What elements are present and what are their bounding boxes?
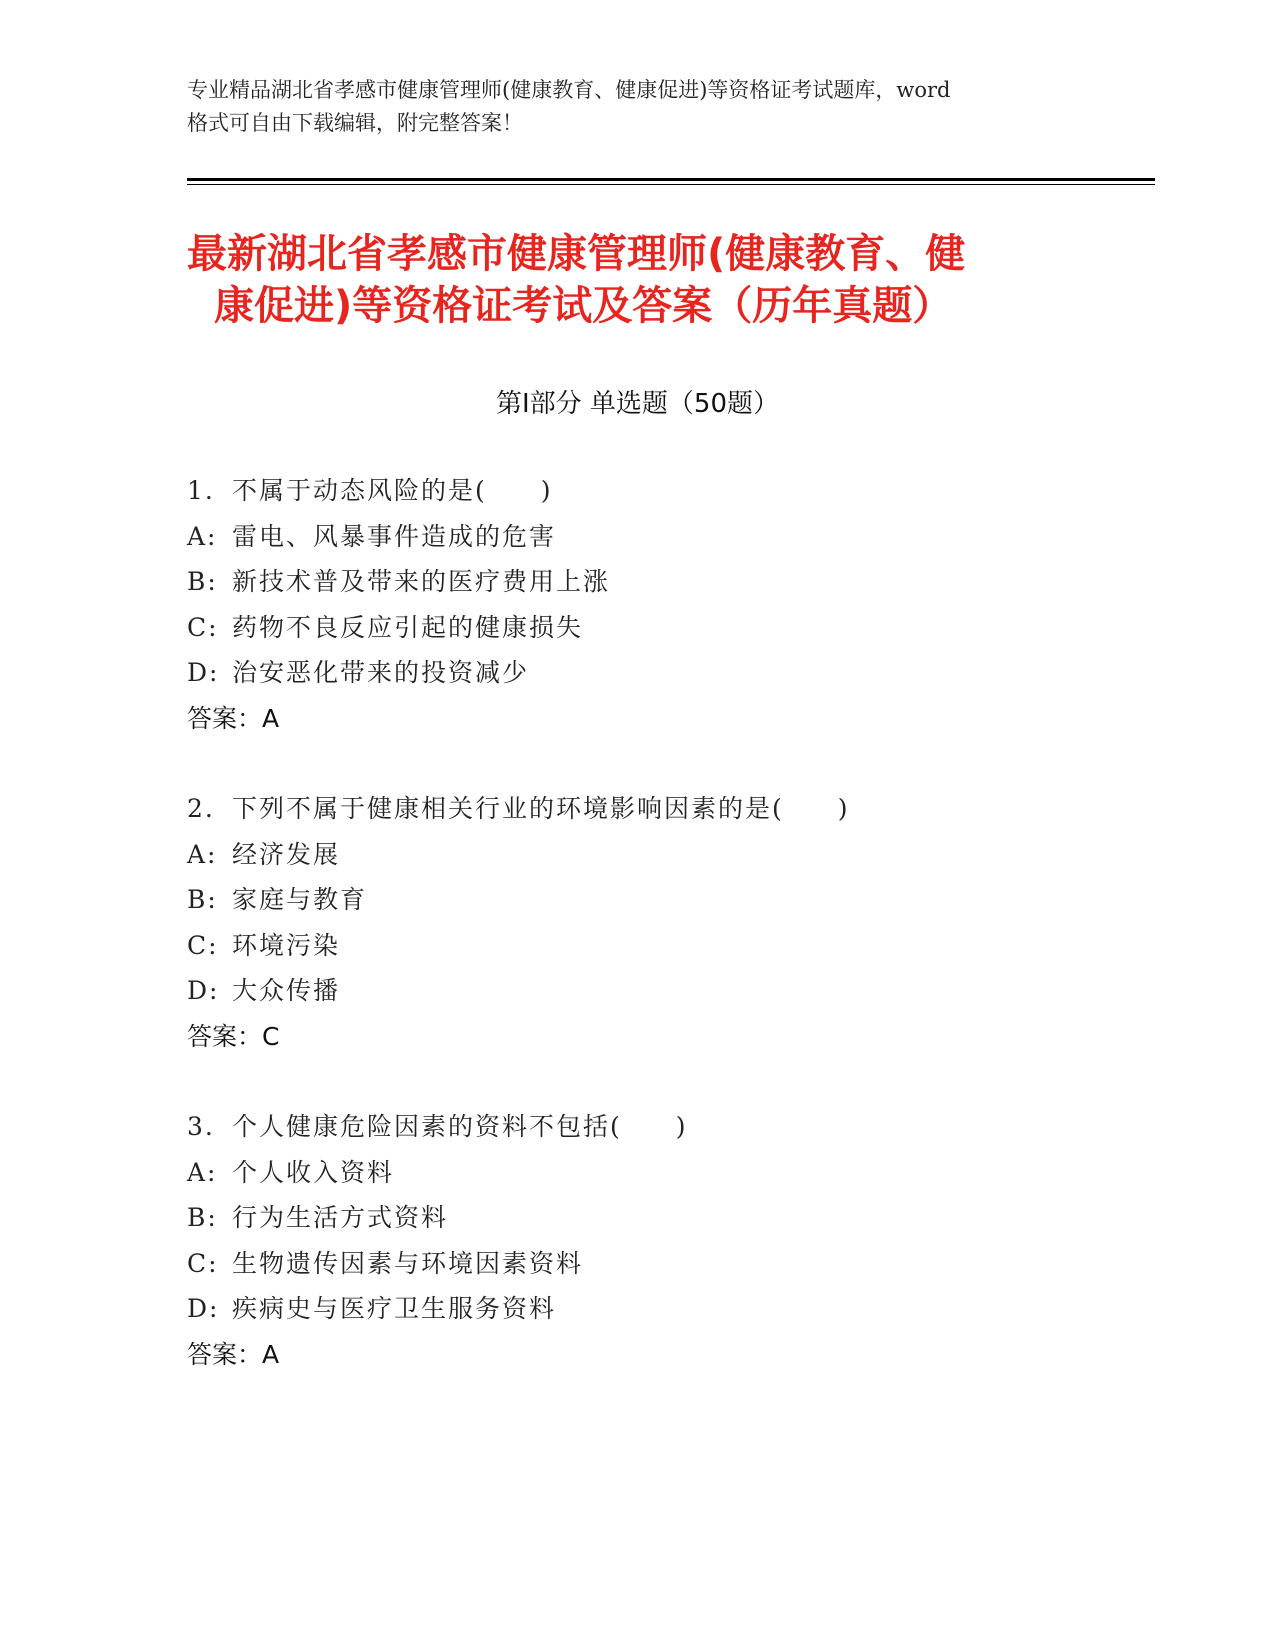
option-key: B: bbox=[187, 567, 218, 597]
option-b bbox=[187, 877, 1147, 923]
header-divider-thick bbox=[187, 178, 1155, 181]
question-stem bbox=[187, 1104, 1147, 1150]
header-line-2: 格式可自由下载编辑，附完整答案！ bbox=[187, 111, 523, 135]
option-key: B: bbox=[187, 1203, 218, 1233]
question-number: 3. bbox=[187, 1112, 215, 1141]
option-c bbox=[187, 605, 1147, 651]
question-text: 个人健康危险因素的资料不包括( ) bbox=[232, 1112, 688, 1141]
document-header-note bbox=[187, 74, 1087, 140]
header-divider-thin bbox=[187, 184, 1155, 185]
answer-line: 答案：C bbox=[187, 1021, 280, 1051]
question-text: 不属于动态风险的是( ) bbox=[232, 476, 553, 505]
question-3 bbox=[187, 1104, 1147, 1378]
option-text: 家庭与教育 bbox=[232, 885, 368, 915]
question-stem bbox=[187, 786, 1147, 832]
option-key: A: bbox=[187, 839, 218, 869]
option-text: 雷电、风暴事件造成的危害 bbox=[232, 521, 557, 551]
option-key: A: bbox=[187, 521, 218, 551]
option-text: 疾病史与医疗卫生服务资料 bbox=[232, 1294, 557, 1324]
question-stem bbox=[187, 468, 1147, 514]
answer-line: 答案：A bbox=[187, 1339, 280, 1369]
option-text: 药物不良反应引起的健康损失 bbox=[232, 612, 584, 642]
question-number: 1. bbox=[187, 476, 215, 505]
option-b bbox=[187, 559, 1147, 605]
option-a bbox=[187, 514, 1147, 560]
option-c bbox=[187, 923, 1147, 969]
answer-line: 答案：A bbox=[187, 703, 280, 733]
option-key: B: bbox=[187, 885, 218, 915]
option-text: 环境污染 bbox=[232, 930, 341, 960]
option-d bbox=[187, 650, 1147, 696]
option-d bbox=[187, 1286, 1147, 1332]
section-heading: 第Ⅰ部分 单选题（50题） bbox=[495, 389, 780, 419]
option-text: 行为生活方式资料 bbox=[232, 1203, 449, 1233]
title-line-1: 最新湖北省孝感市健康管理师(健康教育、健 bbox=[187, 231, 966, 277]
option-a bbox=[187, 1150, 1147, 1196]
title-line-2: 康促进)等资格证考试及答案（历年真题） bbox=[214, 283, 953, 329]
header-line-1: 专业精品湖北省孝感市健康管理师(健康教育、健康促进)等资格证考试题库，word bbox=[187, 78, 951, 102]
option-text: 治安恶化带来的投资减少 bbox=[232, 658, 530, 688]
option-d bbox=[187, 968, 1147, 1014]
option-b bbox=[187, 1195, 1147, 1241]
question-2 bbox=[187, 786, 1147, 1060]
option-key: D: bbox=[187, 658, 220, 688]
option-key: D: bbox=[187, 976, 220, 1006]
document-title bbox=[187, 228, 1087, 332]
question-number: 2. bbox=[187, 794, 215, 823]
question-text: 下列不属于健康相关行业的环境影响因素的是( ) bbox=[232, 794, 850, 823]
option-key: C: bbox=[187, 1248, 219, 1278]
option-text: 生物遗传因素与环境因素资料 bbox=[232, 1248, 584, 1278]
question-1 bbox=[187, 468, 1147, 742]
option-c bbox=[187, 1241, 1147, 1287]
option-key: A: bbox=[187, 1157, 218, 1187]
option-key: C: bbox=[187, 612, 219, 642]
option-key: D: bbox=[187, 1294, 220, 1324]
option-text: 大众传播 bbox=[232, 976, 341, 1006]
option-key: C: bbox=[187, 930, 219, 960]
option-text: 新技术普及带来的医疗费用上涨 bbox=[232, 567, 611, 597]
option-a bbox=[187, 832, 1147, 878]
option-text: 经济发展 bbox=[232, 839, 341, 869]
option-text: 个人收入资料 bbox=[232, 1157, 395, 1187]
